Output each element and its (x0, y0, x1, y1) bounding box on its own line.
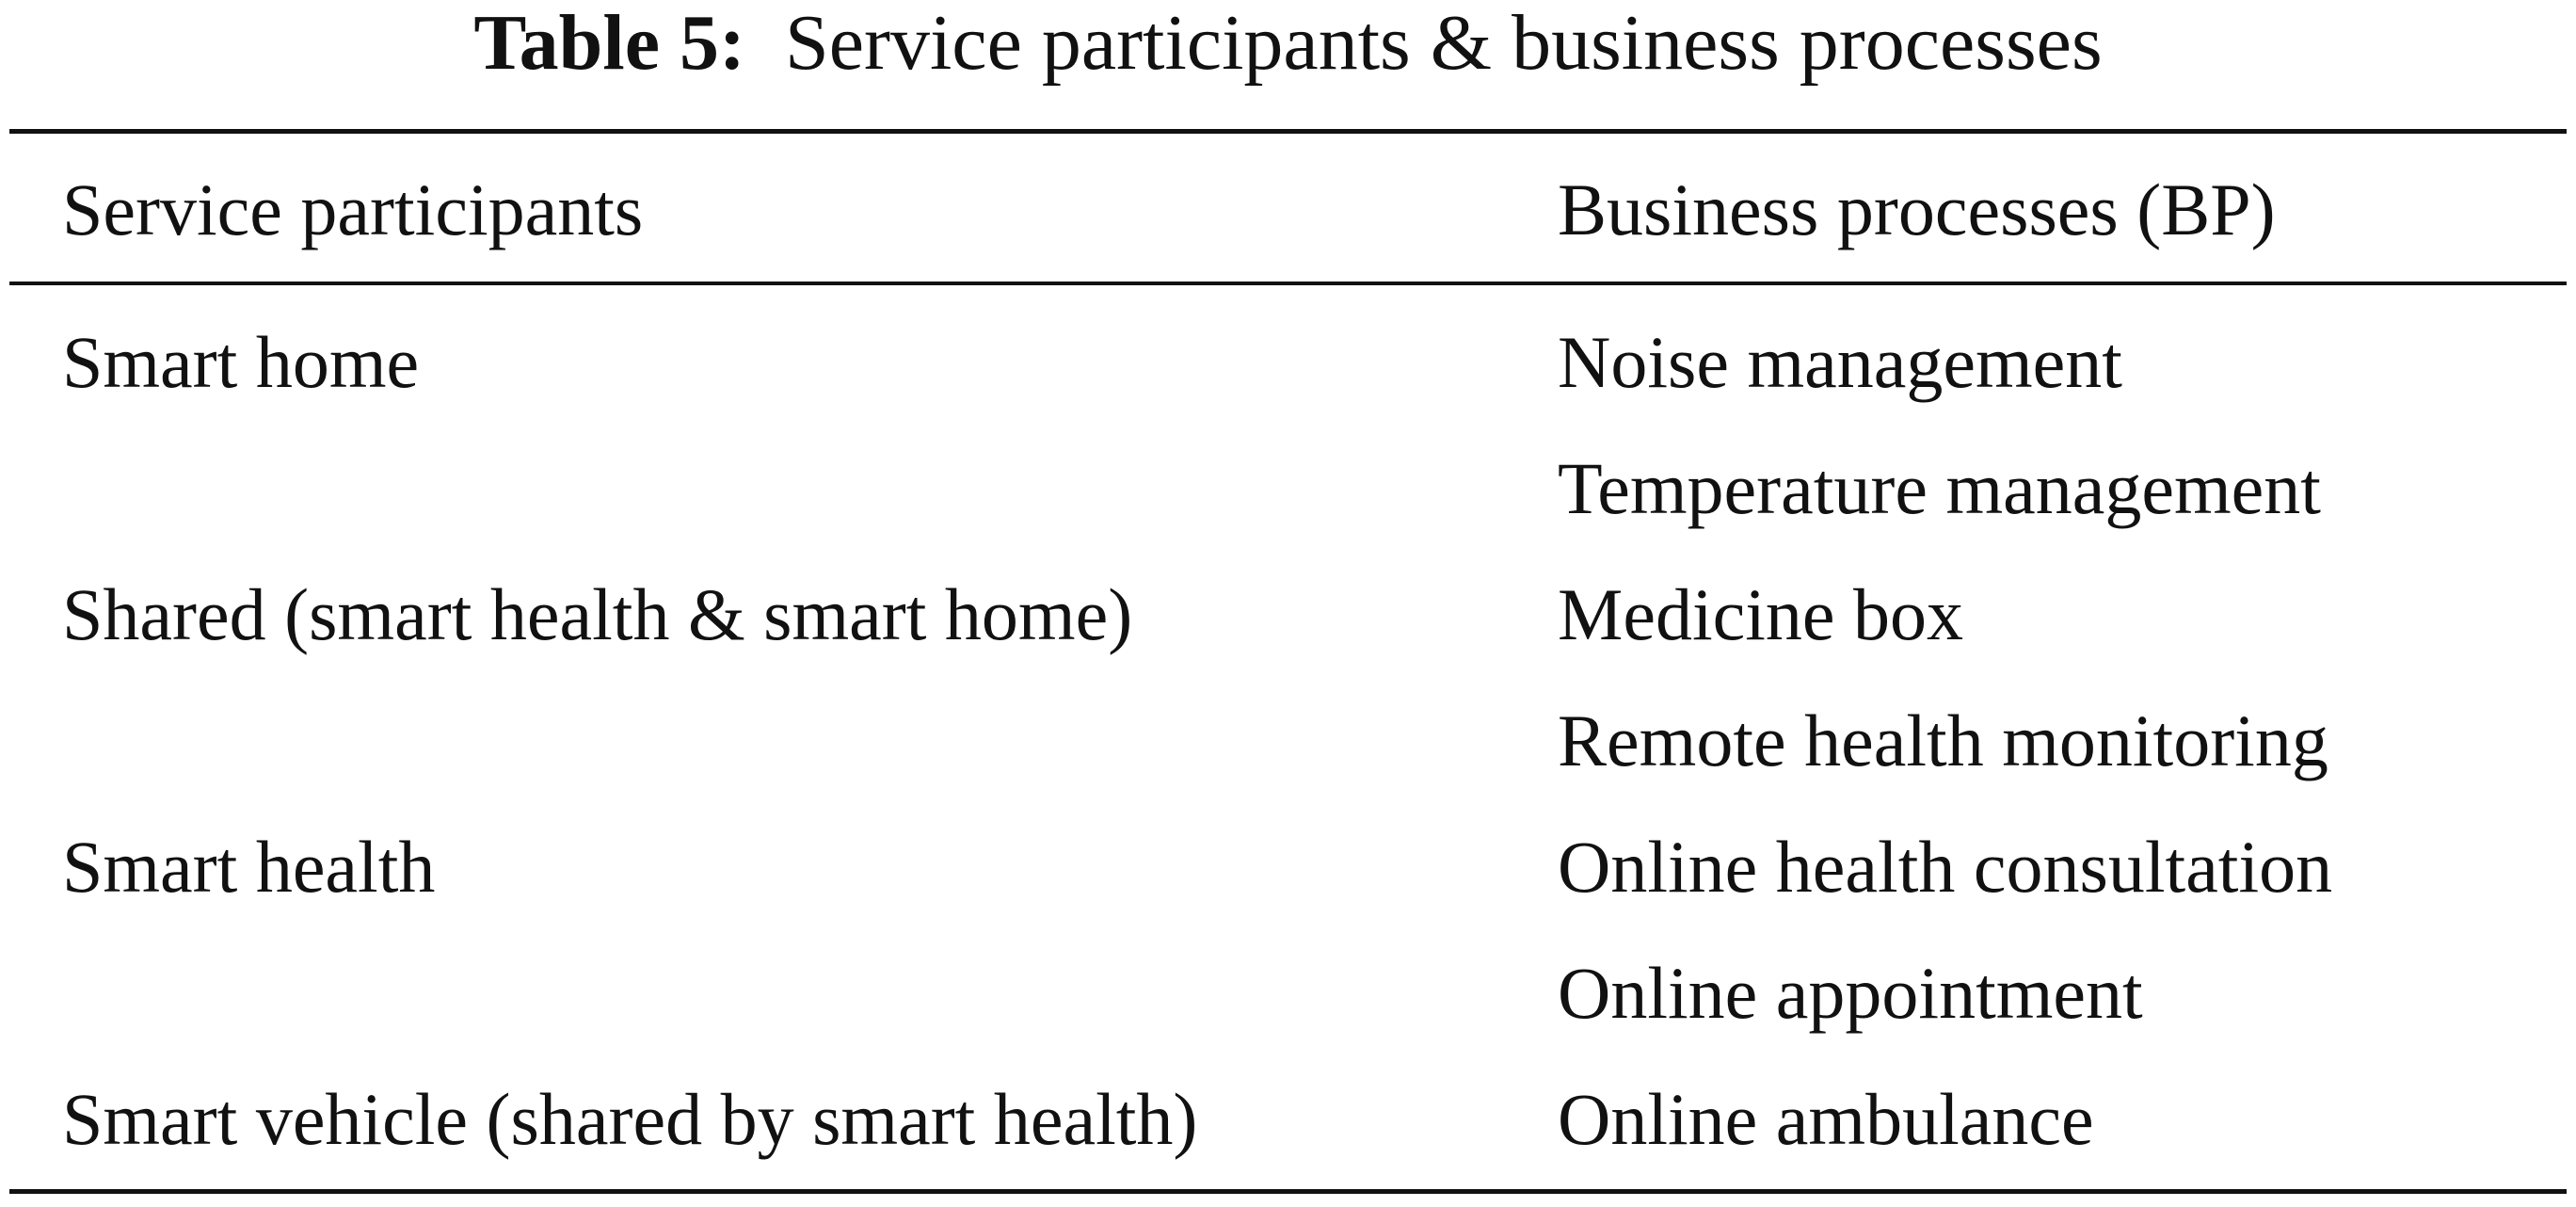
participant-cell: Smart home (62, 321, 420, 403)
table-bottom-rule (9, 1189, 2567, 1194)
business-process-cell: Online ambulance (1558, 1078, 2094, 1160)
participant-cell: Smart vehicle (shared by smart health) (62, 1078, 1198, 1160)
table-header-rule (9, 282, 2567, 285)
business-process-cell: Noise management (1558, 321, 2122, 403)
column-header-business-processes: Business processes (BP) (1558, 169, 2276, 250)
business-process-cell: Online appointment (1558, 952, 2143, 1034)
caption-label: Table 5: (473, 0, 745, 87)
business-process-cell: Online health consultation (1558, 826, 2333, 908)
business-process-cell: Medicine box (1558, 573, 1964, 655)
column-header-service-participants: Service participants (62, 169, 644, 250)
caption-text: Service participants & business processes (784, 0, 2103, 87)
business-process-cell: Temperature management (1558, 447, 2321, 529)
participant-cell: Shared (smart health & smart home) (62, 573, 1133, 655)
participant-cell: Smart health (62, 826, 436, 908)
table-top-rule (9, 129, 2567, 134)
business-process-cell: Remote health monitoring (1558, 700, 2328, 781)
table-caption (0, 0, 2576, 94)
